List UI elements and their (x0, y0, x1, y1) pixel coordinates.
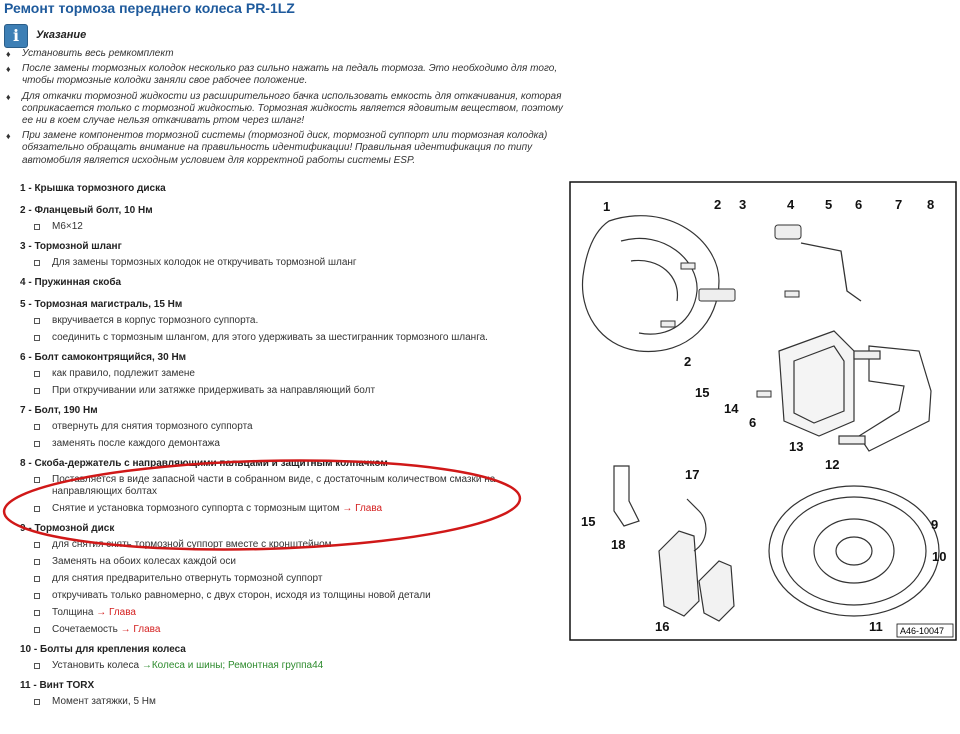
square-bullet-icon (34, 542, 40, 548)
callout-label: 2 (714, 197, 722, 212)
part-item-2: 2 - Фланцевый болт, 10 Нм (20, 205, 153, 216)
figure-code: A46-10047 (900, 626, 945, 636)
thickness-chapter-link[interactable]: → Глава (96, 607, 136, 618)
square-bullet-icon (34, 335, 40, 341)
part-note: При откручивании или затяжке придерживать за направляющий болт (20, 385, 550, 397)
part-note: для снятия снять тормозной суппорт вместе с кронштейном (20, 539, 550, 551)
info-icon: i (4, 24, 28, 48)
part-note: как правило, подлежит замене (20, 368, 550, 380)
part-item-1: 1 - Крышка тормозного диска (20, 183, 166, 194)
callout-label: 6 (749, 415, 757, 430)
callout-label: 1 (603, 199, 611, 214)
square-bullet-icon (34, 224, 40, 230)
square-bullet-icon (34, 593, 40, 599)
part-note: Установить колеса →Колеса и шины; Ремонтная группа44 (20, 660, 550, 672)
callout-label: 13 (789, 439, 804, 454)
diamond-bullet-icon: ♦ (6, 91, 11, 102)
part-note: вкручивается в корпус тормозного суппорта. (20, 315, 550, 327)
part-note: Момент затяжки, 5 Нм (20, 696, 550, 708)
diamond-bullet-icon: ♦ (6, 49, 11, 59)
brake-exploded-diagram (569, 181, 957, 641)
part-note: M6×12 (20, 221, 550, 233)
caliper (779, 331, 854, 436)
part-item-9: 9 - Тормозной диск (20, 523, 115, 534)
square-bullet-icon (34, 424, 40, 430)
note-label: Указание (36, 29, 87, 41)
callout-label: 17 (685, 467, 700, 482)
callout-label: 18 (611, 537, 626, 552)
diamond-bullet-icon: ♦ (6, 131, 11, 142)
callout-label: 5 (825, 197, 833, 212)
square-bullet-icon (34, 663, 40, 669)
note-bullet: ♦ При замене компонентов тормозной системы (тормозной диск, тормозной суппорт или тормозная колодка) обязательно обращать внимание на правильность идентификации! Правильная идентификация по типу автомобиля является исходным условием для корректной работы системы ESP. (6, 130, 548, 166)
note-bullet: ♦ После замены тормозных колодок несколько раз сильно нажать на педаль тормоза. Это необходимо для того, чтобы тормозные колодки заняли свое рабочее положение. (6, 63, 558, 87)
wheels-group-link[interactable]: →Колеса и шины; Ремонтная группа44 (141, 660, 324, 671)
part-item-3: 3 - Тормозной шланг (20, 241, 122, 252)
part-note: Для замены тормозных колодок не откручивать тормозной шланг (20, 257, 550, 269)
square-bullet-icon (34, 576, 40, 582)
square-bullet-icon (34, 441, 40, 447)
square-bullet-icon (34, 318, 40, 324)
callout-label: 8 (927, 197, 935, 212)
part-note: заменять после каждого демонтажа (20, 438, 550, 450)
square-bullet-icon (34, 627, 40, 633)
callout-label: 9 (931, 517, 939, 532)
note-bullet: ♦ Для откачки тормозной жидкости из расширительного бачка использовать емкость для откачивания, которая соприкасается только с тормозной жидкостью. Тормозная жидкость является ядовитым веществом, поэтому ее ни в коем случае нельзя откачивать ртом через шланг! (6, 90, 563, 127)
square-bullet-icon (34, 506, 40, 512)
callout-label: 14 (724, 401, 739, 416)
chapter-link[interactable]: → Глава (342, 503, 383, 514)
callout-label: 10 (932, 549, 947, 564)
square-bullet-icon (34, 388, 40, 394)
part-note: Поставляется в виде запасной части в собранном виде, с достаточным количеством смазки на направляющих болтах (20, 474, 550, 498)
part-note: Сочетаемость → Глава (20, 624, 550, 636)
callout-label: 2 (684, 354, 692, 369)
part-note: Снятие и установка тормозного суппорта с тормозным щитом → Глава (20, 503, 550, 515)
square-bullet-icon (34, 610, 40, 616)
part-note: отвернуть для снятия тормозного суппорта (20, 421, 550, 433)
note-bullet: ♦ Установить весь ремкомплект (6, 48, 174, 59)
part-item-7: 7 - Болт, 190 Нм (20, 405, 98, 416)
part-item-6: 6 - Болт самоконтрящийся, 30 Нм (20, 352, 187, 363)
part-note: для снятия предварительно отвернуть тормозной суппорт (20, 573, 550, 585)
part-note: откручивать только равномерно, с двух сторон, исходя из толщины новой детали (20, 590, 550, 602)
square-bullet-icon (34, 699, 40, 705)
callout-label: 16 (655, 619, 670, 634)
part-item-4: 4 - Пружинная скоба (20, 277, 122, 288)
callout-label: 12 (825, 457, 840, 472)
parts-list (20, 180, 550, 713)
square-bullet-icon (34, 559, 40, 565)
callout-label: 3 (739, 197, 747, 212)
square-bullet-icon (34, 371, 40, 377)
callout-label: 15 (695, 385, 710, 400)
callout-label: 11 (869, 619, 883, 634)
compat-chapter-link[interactable]: → Глава (120, 624, 161, 635)
page-title: Ремонт тормоза переднего колеса PR-1LZ (4, 0, 295, 16)
part-note: Заменять на обоих колесах каждой оси (20, 556, 550, 568)
callout-label: 6 (855, 197, 863, 212)
part-note: Толщина → Глава (20, 607, 550, 619)
callout-label: 4 (787, 197, 795, 212)
square-bullet-icon (34, 477, 40, 483)
part-item-11: 11 - Винт TORX (20, 680, 95, 691)
part-item-10: 10 - Болты для крепления колеса (20, 644, 186, 655)
square-bullet-icon (34, 260, 40, 266)
note-bullets (6, 48, 571, 170)
diamond-bullet-icon: ♦ (6, 64, 11, 75)
callout-label: 7 (895, 197, 903, 212)
part-item-8: 8 - Скоба-держатель с направляющими пальцами и защитным колпачком (20, 458, 388, 469)
part-note: соединить с тормозным шлангом, для этого удерживать за шестигранник тормозного шланга. (20, 332, 550, 344)
part-item-5: 5 - Тормозная магистраль, 15 Нм (20, 299, 183, 310)
callout-label: 15 (581, 514, 596, 529)
